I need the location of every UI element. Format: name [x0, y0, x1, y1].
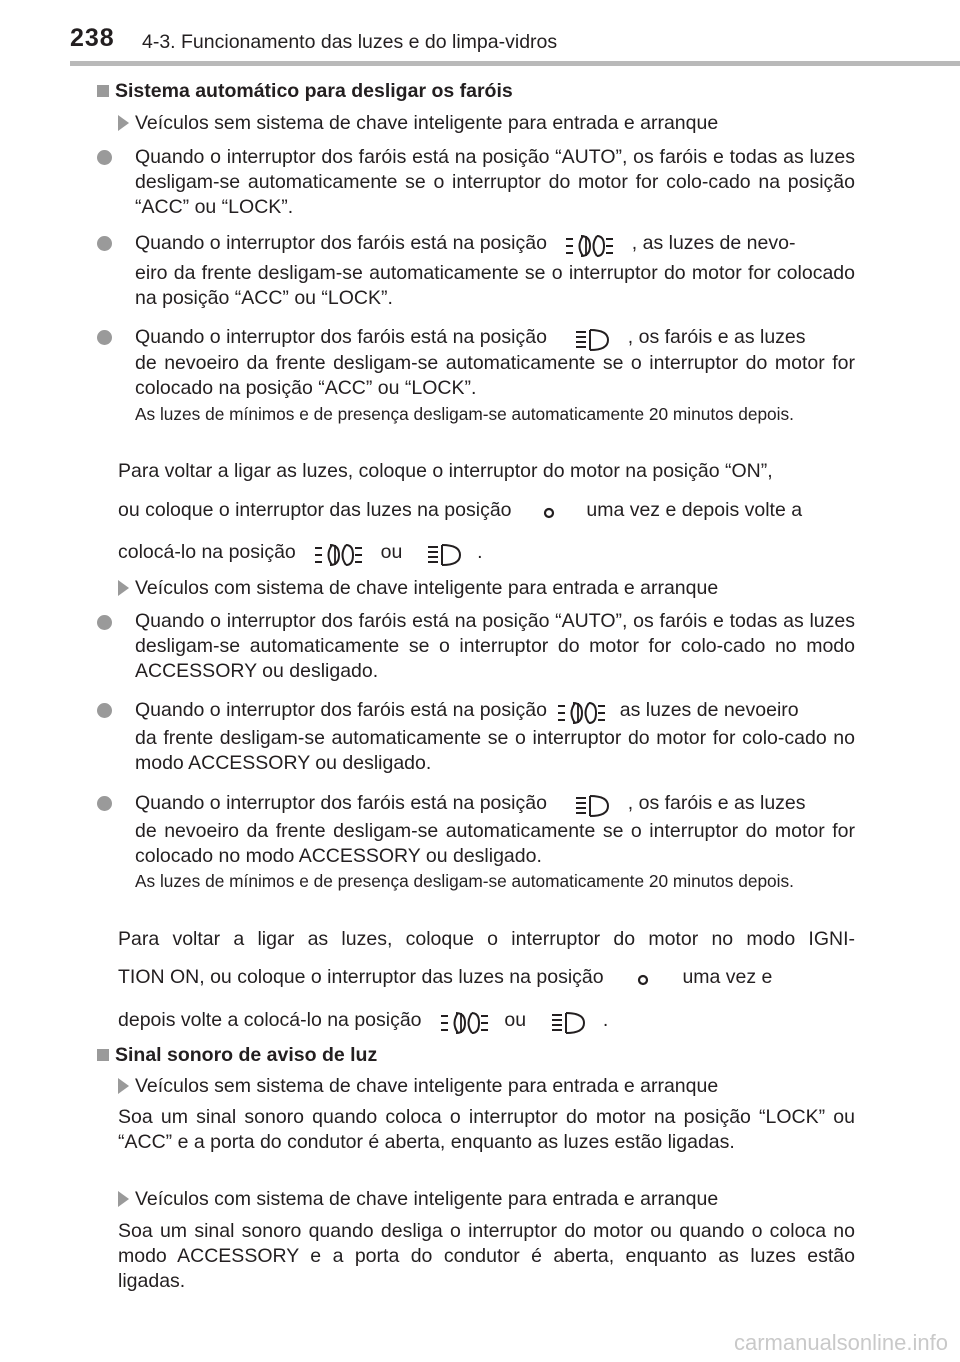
page-number: 238	[70, 24, 115, 52]
text-span: , os faróis e as luzes	[627, 326, 806, 348]
paragraph-with-icon	[135, 791, 855, 816]
text-span: , as luzes de nevo-	[631, 232, 796, 254]
triangle-bullet-icon	[118, 580, 129, 596]
headlight-icon	[426, 542, 464, 568]
text-span: Quando o interruptor dos faróis está na posição	[135, 326, 547, 348]
paragraph: Quando o interruptor dos faróis está na posição “AUTO”, os faróis e todas as luzes desligam-se automaticamente se o interruptor do motor for colo-cado na posição “ACC” ou “LOCK”.	[135, 146, 855, 218]
triangle-bullet-icon	[118, 1078, 129, 1094]
text-span: ou	[504, 1009, 527, 1031]
lights-off-icon	[633, 970, 653, 990]
circle-bullet-icon	[97, 703, 112, 718]
paragraph-with-icon	[135, 698, 860, 723]
header-divider	[70, 61, 960, 66]
subheading-with-smart-key	[118, 576, 718, 601]
subheading-text: Veículos com sistema de chave inteligente para entrada e arranque	[135, 577, 719, 599]
section-heading-warning-buzzer	[97, 1043, 377, 1068]
text-span: uma vez e	[682, 966, 773, 988]
note-text: As luzes de mínimos e de presença desligam-se automaticamente 20 minutos depois.	[135, 404, 794, 424]
text-span: , os faróis e as luzes	[627, 792, 806, 814]
headlight-icon	[550, 1010, 588, 1036]
subheading-text: Veículos sem sistema de chave inteligente para entrada e arranque	[135, 1075, 719, 1097]
text-span: colocá-lo na posição	[118, 541, 296, 563]
circle-bullet-icon	[97, 150, 112, 165]
front-fog-light-icon	[439, 1010, 491, 1036]
paragraph-with-icon	[135, 231, 855, 256]
square-bullet-icon	[97, 85, 109, 97]
text-span: Quando o interruptor dos faróis está na posição	[135, 699, 547, 721]
paragraph-with-icon	[135, 325, 855, 350]
headlight-icon	[574, 793, 612, 819]
paragraph-with-icon	[118, 965, 858, 990]
page-header	[0, 0, 960, 62]
front-fog-light-icon	[313, 542, 365, 568]
paragraph-with-icon	[118, 1008, 858, 1033]
paragraph: da frente desligam-se automaticamente se o interruptor do motor for colo-cado no modo ACCESSORY ou desligado.	[135, 727, 855, 774]
watermark: carmanualsonline.info	[733, 1330, 948, 1355]
subheading-with-smart-key	[118, 1187, 718, 1212]
text-span: uma vez e depois volte a	[586, 499, 803, 521]
text-span: TION ON, ou coloque o interruptor das luzes na posição	[118, 966, 604, 988]
front-fog-light-icon	[556, 700, 608, 726]
paragraph-with-icon	[118, 540, 858, 565]
headlight-icon	[574, 327, 612, 353]
note-text: As luzes de mínimos e de presença desligam-se automaticamente 20 minutos depois.	[135, 871, 794, 891]
circle-bullet-icon	[97, 615, 112, 630]
lights-off-icon	[539, 503, 559, 523]
text-span: .	[477, 541, 483, 563]
subheading-no-smart-key	[118, 1074, 718, 1099]
subheading-no-smart-key	[118, 111, 718, 136]
text-span: ou	[380, 541, 403, 563]
text-span: .	[602, 1009, 609, 1031]
paragraph: Para voltar a ligar as luzes, coloque o interruptor do motor na posição “ON”,	[118, 460, 773, 482]
chapter-title: 4-3. Funcionamento das luzes e do limpa-vidros	[142, 31, 558, 53]
paragraph: eiro da frente desligam-se automaticamente se o interruptor do motor for colocado na posição “ACC” ou “LOCK”.	[135, 262, 855, 309]
triangle-bullet-icon	[118, 1191, 129, 1207]
circle-bullet-icon	[97, 330, 112, 345]
paragraph: Para voltar a ligar as luzes, coloque o interruptor do motor no modo IGNI-	[118, 928, 855, 950]
paragraph: Soa um sinal sonoro quando coloca o interruptor do motor na posição “LOCK” ou “ACC” e a porta do condutor é aberta, enquanto as luzes estão ligadas.	[118, 1106, 855, 1153]
triangle-bullet-icon	[118, 115, 129, 131]
square-bullet-icon	[97, 1049, 109, 1061]
paragraph: Soa um sinal sonoro quando desliga o interruptor do motor ou quando o coloca no modo ACCESSORY e a porta do condutor é aberta, enquanto as luzes estão ligadas.	[118, 1220, 855, 1292]
subheading-text: Veículos sem sistema de chave inteligente para entrada e arranque	[135, 112, 719, 134]
front-fog-light-icon	[564, 233, 616, 259]
paragraph-with-icon	[118, 498, 858, 523]
circle-bullet-icon	[97, 796, 112, 811]
subheading-text: Veículos com sistema de chave inteligente para entrada e arranque	[135, 1188, 719, 1210]
paragraph: de nevoeiro da frente desligam-se automaticamente se o interruptor do motor for colocado na posição “ACC” ou “LOCK”.	[135, 352, 855, 399]
text-span: Quando o interruptor dos faróis está na posição	[135, 232, 547, 254]
section-title: Sinal sonoro de aviso de luz	[115, 1044, 378, 1066]
text-span: as luzes de nevoeiro	[619, 699, 799, 721]
text-span: ou coloque o interruptor das luzes na posição	[118, 499, 512, 521]
section-heading-auto-off	[97, 79, 513, 104]
text-span: depois volte a colocá-lo na posição	[118, 1009, 422, 1031]
section-title: Sistema automático para desligar os faróis	[115, 80, 513, 102]
circle-bullet-icon	[97, 236, 112, 251]
text-span: Quando o interruptor dos faróis está na posição	[135, 792, 547, 814]
paragraph: de nevoeiro da frente desligam-se automaticamente se o interruptor do motor for colocado no modo ACCESSORY ou desligado.	[135, 820, 855, 867]
paragraph: Quando o interruptor dos faróis está na posição “AUTO”, os faróis e todas as luzes desligam-se automaticamente se o interruptor do motor for colo-cado no modo ACCESSORY ou desligado.	[135, 610, 855, 682]
